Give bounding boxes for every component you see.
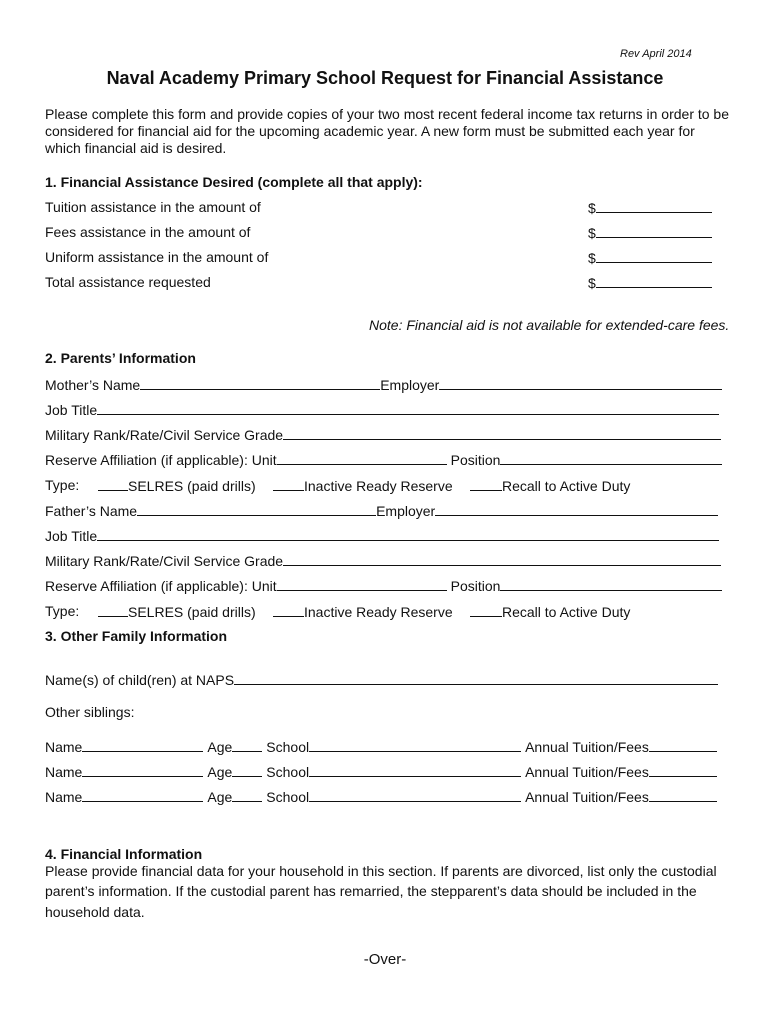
sibling-age-field[interactable] (232, 738, 262, 752)
mother-job-row (45, 401, 719, 419)
recall-label: Recall to Active Duty (502, 478, 631, 494)
sibling-school-label: School (266, 764, 310, 780)
father-row (45, 502, 718, 520)
rank-label: Military Rank/Rate/Civil Service Grade (45, 553, 284, 569)
checkbox-blank[interactable] (273, 477, 304, 491)
sibling-row (45, 788, 717, 806)
father-rank-field[interactable] (283, 552, 721, 566)
mother-selres-option[interactable] (98, 477, 256, 495)
page-footer-over: -Over- (363, 951, 407, 968)
dollar-sign: $ (588, 275, 596, 291)
dollar-sign: $ (588, 225, 596, 241)
sibling-school-field[interactable] (309, 788, 521, 802)
father-recall-option[interactable] (470, 603, 630, 621)
father-job-title-field[interactable] (97, 527, 719, 541)
sibling-tuition-field[interactable] (649, 738, 717, 752)
financial-text-line: household data. (45, 904, 145, 920)
sibling-age-field[interactable] (232, 788, 262, 802)
intro-line: which financial aid is desired. (45, 140, 227, 156)
sibling-school-field[interactable] (309, 738, 521, 752)
father-rank-row (45, 552, 721, 570)
reserve-unit-label: Reserve Affiliation (if applicable): Unit (45, 452, 277, 468)
sibling-name-field[interactable] (82, 788, 203, 802)
mother-irr-option[interactable] (273, 477, 453, 495)
father-unit-field[interactable] (277, 577, 447, 591)
father-employer-field[interactable] (435, 502, 718, 516)
position-label: Position (450, 452, 501, 468)
mother-position-field[interactable] (500, 451, 722, 465)
job-title-label: Job Title (45, 528, 98, 544)
sibling-age-label: Age (207, 739, 233, 755)
mother-job-title-field[interactable] (97, 401, 719, 415)
mother-name-field[interactable] (140, 376, 380, 390)
financial-text-line: parent’s information. If the custodial parent has remarried, the stepparent’s data should be included in the (45, 883, 697, 899)
sibling-school-field[interactable] (309, 763, 521, 777)
sibling-tuition-field[interactable] (649, 763, 717, 777)
financial-text-line: Please provide financial data for your household in this section. If parents are divorced, list only the custodial (45, 863, 717, 879)
fees-amount-field[interactable] (588, 224, 712, 242)
employer-label: Employer (380, 377, 440, 393)
father-name-label: Father’s Name (45, 503, 138, 519)
position-label: Position (450, 578, 501, 594)
irr-label: Inactive Ready Reserve (304, 478, 453, 494)
father-job-row (45, 527, 719, 545)
intro-line: considered for financial aid for the upcoming academic year. A new form must be submitted each year for (45, 123, 695, 139)
blank-line (596, 249, 712, 263)
irr-label: Inactive Ready Reserve (304, 604, 453, 620)
tuition-label: Tuition assistance in the amount of (45, 199, 261, 215)
blank-line (596, 199, 712, 213)
father-reserve-row (45, 577, 722, 595)
type-label: Type: (45, 603, 80, 619)
checkbox-blank[interactable] (470, 603, 502, 617)
section-1-heading: 1. Financial Assistance Desired (complete all that apply): (45, 174, 423, 190)
sibling-tuition-label: Annual Tuition/Fees (525, 739, 649, 755)
sibling-age-field[interactable] (232, 763, 262, 777)
revision-date: Rev April 2014 (620, 48, 692, 60)
checkbox-blank[interactable] (98, 477, 128, 491)
mother-recall-option[interactable] (470, 477, 630, 495)
sibling-age-label: Age (207, 789, 233, 805)
sibling-school-label: School (266, 739, 310, 755)
extended-care-note: Note: Financial aid is not available for extended-care fees. (369, 317, 730, 333)
total-label: Total assistance requested (45, 274, 211, 290)
mother-unit-field[interactable] (277, 451, 447, 465)
mother-row (45, 376, 722, 394)
father-position-field[interactable] (500, 577, 722, 591)
sibling-name-label: Name (45, 764, 83, 780)
tuition-amount-field[interactable] (588, 199, 712, 217)
naps-children-label: Name(s) of child(ren) at NAPS (45, 672, 235, 688)
dollar-sign: $ (588, 250, 596, 266)
mother-reserve-row (45, 451, 722, 469)
employer-label: Employer (376, 503, 436, 519)
section-2-heading: 2. Parents’ Information (45, 350, 196, 366)
checkbox-blank[interactable] (273, 603, 304, 617)
page-title: Naval Academy Primary School Request for Financial Assistance (106, 68, 664, 88)
total-amount-field[interactable] (588, 274, 712, 292)
sibling-name-field[interactable] (82, 738, 203, 752)
sibling-row (45, 738, 717, 756)
mother-rank-row (45, 426, 721, 444)
naps-children-row (45, 671, 718, 689)
blank-line (596, 224, 712, 238)
father-name-field[interactable] (137, 502, 376, 516)
father-selres-option[interactable] (98, 603, 256, 621)
naps-children-field[interactable] (234, 671, 718, 685)
mother-rank-field[interactable] (283, 426, 721, 440)
father-irr-option[interactable] (273, 603, 453, 621)
section-4-heading: 4. Financial Information (45, 846, 203, 862)
selres-label: SELRES (paid drills) (128, 478, 256, 494)
sibling-name-label: Name (45, 739, 83, 755)
sibling-tuition-label: Annual Tuition/Fees (525, 764, 649, 780)
rank-label: Military Rank/Rate/Civil Service Grade (45, 427, 284, 443)
sibling-tuition-field[interactable] (649, 788, 717, 802)
dollar-sign: $ (588, 200, 596, 216)
blank-line (596, 274, 712, 288)
mother-name-label: Mother’s Name (45, 377, 141, 393)
mother-employer-field[interactable] (439, 376, 722, 390)
sibling-row (45, 763, 717, 781)
checkbox-blank[interactable] (98, 603, 128, 617)
other-siblings-label: Other siblings: (45, 704, 135, 720)
fees-label: Fees assistance in the amount of (45, 224, 251, 240)
selres-label: SELRES (paid drills) (128, 604, 256, 620)
sibling-name-field[interactable] (82, 763, 203, 777)
section-3-heading: 3. Other Family Information (45, 628, 228, 644)
father-type-row (45, 603, 79, 620)
recall-label: Recall to Active Duty (502, 604, 631, 620)
checkbox-blank[interactable] (470, 477, 502, 491)
sibling-school-label: School (266, 789, 310, 805)
uniform-amount-field[interactable] (588, 249, 712, 267)
intro-line: Please complete this form and provide copies of your two most recent federal income tax returns in order to be (45, 106, 730, 122)
sibling-age-label: Age (207, 764, 233, 780)
uniform-label: Uniform assistance in the amount of (45, 249, 269, 265)
sibling-tuition-label: Annual Tuition/Fees (525, 789, 649, 805)
mother-type-row (45, 477, 79, 494)
job-title-label: Job Title (45, 402, 98, 418)
sibling-name-label: Name (45, 789, 83, 805)
type-label: Type: (45, 477, 80, 493)
reserve-unit-label: Reserve Affiliation (if applicable): Unit (45, 578, 277, 594)
